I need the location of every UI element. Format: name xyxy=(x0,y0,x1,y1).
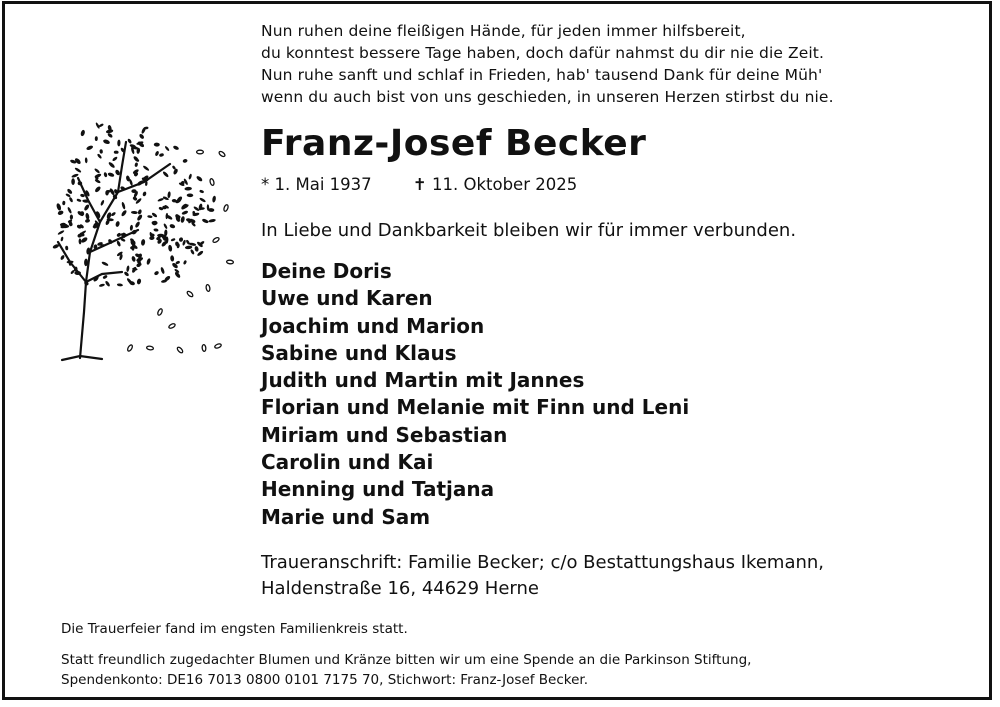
poem-line: wenn du auch bist von uns geschieden, in unseren Herzen stirbst du nie. xyxy=(261,88,834,106)
tree-leaf xyxy=(94,168,101,174)
tree-leaf xyxy=(102,274,108,279)
tree-leaf xyxy=(60,236,63,241)
family-member: Uwe und Karen xyxy=(261,286,433,311)
tree-leaf xyxy=(173,145,180,151)
tree-leaf xyxy=(202,218,210,224)
family-member: Henning und Tatjana xyxy=(261,477,495,502)
donation-request xyxy=(61,650,751,690)
tree-leaf xyxy=(99,149,103,154)
tree-leaf xyxy=(168,245,173,252)
tree-leaf xyxy=(116,240,121,247)
death-date: ✝ 11. Oktober 2025 xyxy=(412,175,578,194)
tree-leaf xyxy=(80,236,88,243)
tree-leaf xyxy=(65,246,68,251)
tree-leaf xyxy=(57,210,64,216)
poem-line: Nun ruhen deine fleißigen Hände, für jeden immer hilfsbereit, xyxy=(261,22,746,40)
tree-leaf xyxy=(107,132,113,138)
tree-leaf xyxy=(85,213,90,220)
tree-leaf xyxy=(68,197,73,203)
tree-leaf xyxy=(57,230,65,236)
tree-leaf xyxy=(181,210,188,215)
falling-leaf xyxy=(209,178,214,186)
tree-leaf xyxy=(114,150,119,153)
tree-leaf xyxy=(212,195,217,202)
family-member: Deine Doris xyxy=(261,259,392,283)
tree-leaf xyxy=(67,260,74,263)
tree-leaf xyxy=(99,283,105,287)
tree-leaf xyxy=(183,260,187,265)
tree-leaf xyxy=(134,221,140,228)
tree-leaf xyxy=(146,258,151,265)
family-member: Marie und Sam xyxy=(261,504,431,529)
tree-leaf xyxy=(157,197,164,202)
falling-leaf xyxy=(168,323,176,329)
windblown-tree-icon xyxy=(40,112,250,372)
tree-leaf xyxy=(60,254,65,260)
tree-leaf xyxy=(163,223,168,229)
family-member: Carolin und Kai xyxy=(261,450,434,475)
tree-leaf xyxy=(170,255,174,262)
tree-leaf xyxy=(67,207,72,214)
tree-leaf xyxy=(164,145,170,151)
tree-leaf xyxy=(78,238,81,244)
tree-leaf xyxy=(208,218,216,222)
tree-leaf xyxy=(126,265,130,272)
tree-leaf xyxy=(149,236,155,240)
donation-line: Spendenkonto: DE16 7013 0800 0101 7175 70, Stichwort: Franz-Josef Becker. xyxy=(61,672,589,688)
falling-leaf xyxy=(176,346,183,353)
falling-leaf xyxy=(206,284,211,291)
tree-leaf xyxy=(169,223,176,228)
tree-leaf xyxy=(100,200,105,207)
tree-leaf xyxy=(154,150,159,156)
falling-leaf xyxy=(127,344,134,352)
tree-leaf xyxy=(105,280,111,287)
tree-leaf xyxy=(159,153,165,158)
tree-leaf xyxy=(154,270,160,276)
family-member: Florian und Melanie mit Finn und Leni xyxy=(261,395,690,420)
tree-leaf xyxy=(137,209,142,215)
poem-line: Nun ruhe sanft und schlaf in Frieden, hab' tausend Dank für deine Müh' xyxy=(261,66,823,84)
tree-leaf xyxy=(103,139,111,145)
tree-leaf xyxy=(182,159,188,164)
tree-leaf xyxy=(110,211,116,216)
tree-leaf xyxy=(130,225,134,231)
tree-leaf xyxy=(154,142,160,146)
tree-leaf xyxy=(190,249,195,255)
tree-leaf xyxy=(121,202,126,210)
tree-leaf xyxy=(196,175,204,182)
family-member: Joachim und Marion xyxy=(261,313,485,338)
address-line: Traueranschrift: Familie Becker; c/o Bestattungshaus Ikemann, xyxy=(261,552,825,573)
tree-leaf xyxy=(147,215,153,218)
tree-leaf xyxy=(139,133,145,140)
tree-leaf xyxy=(70,214,73,219)
tree-leaf xyxy=(126,277,133,284)
tree-leaf xyxy=(117,140,120,147)
tree-leaf xyxy=(66,188,73,195)
tree-leaf xyxy=(178,237,183,243)
family-member: Miriam und Sebastian xyxy=(261,422,508,447)
family-member: Judith und Martin mit Jannes xyxy=(261,368,585,393)
tree-leaf xyxy=(56,203,62,211)
tree-leaf xyxy=(108,161,116,168)
tree-leaf xyxy=(199,197,206,203)
address-line: Haldenstraße 16, 44629 Herne xyxy=(261,578,539,599)
tree-leaf xyxy=(86,145,94,151)
tree-leaf xyxy=(103,172,107,178)
tree-leaf xyxy=(123,271,129,277)
dedication: In Liebe und Dankbarkeit bleiben wir für immer verbunden. xyxy=(261,220,797,241)
tree-leaf xyxy=(136,214,143,222)
tree-leaf xyxy=(131,211,138,215)
mourning-address xyxy=(261,550,824,602)
tree-leaf xyxy=(74,167,82,173)
falling-leaf xyxy=(157,308,163,316)
tree-leaf xyxy=(180,216,185,223)
tree-leaf xyxy=(97,153,103,159)
tree-leaf xyxy=(199,189,204,193)
family-list xyxy=(261,258,689,531)
tree-leaf xyxy=(141,239,146,246)
funeral-notice: Die Trauerfeier fand im engsten Familienkreis statt. xyxy=(61,621,408,637)
tree-leaf xyxy=(160,267,165,275)
tree-leaf xyxy=(76,198,81,202)
tree-leaf xyxy=(83,204,90,212)
tree-leaf xyxy=(171,238,176,242)
tree-leaf xyxy=(134,162,138,167)
tree-leaf xyxy=(94,186,101,194)
tree-leaf xyxy=(115,221,120,228)
tree-leaf xyxy=(117,283,123,287)
tree-leaf xyxy=(107,172,114,178)
falling-leaf xyxy=(226,260,233,264)
tree-leaf xyxy=(106,212,112,220)
life-dates xyxy=(261,175,577,194)
tree-leaf xyxy=(188,173,192,179)
falling-leaf xyxy=(202,344,206,351)
birth-date: * 1. Mai 1937 xyxy=(261,175,372,194)
family-member: Sabine und Klaus xyxy=(261,340,457,365)
tree-leaf xyxy=(194,246,199,252)
tree-leaf xyxy=(95,136,98,141)
falling-leaf xyxy=(186,290,193,297)
tree-leaf xyxy=(187,193,194,197)
tree-leaf xyxy=(85,157,88,163)
falling-leaf xyxy=(214,343,222,349)
tree-leaf xyxy=(142,191,147,197)
tree-leaf xyxy=(62,201,66,206)
tree-leaf xyxy=(131,256,136,263)
poem-line: du konntest bessere Tage haben, doch dafür nahmst du dir nie die Zeit. xyxy=(261,44,825,62)
tree-leaf xyxy=(184,187,192,191)
tree-leaf xyxy=(142,165,149,172)
tree-leaf xyxy=(185,245,193,249)
tree-leaf xyxy=(162,171,169,178)
tree-leaf xyxy=(71,178,75,185)
falling-leaf xyxy=(223,204,229,212)
falling-leaf xyxy=(218,151,226,158)
tree-leaf xyxy=(112,156,118,162)
tree-leaf xyxy=(153,228,158,232)
poem xyxy=(261,20,834,108)
tree-leaf xyxy=(121,209,128,217)
tree-leaf xyxy=(173,168,179,175)
tree-leaf xyxy=(101,261,109,267)
falling-leaf xyxy=(197,150,204,154)
tree-leaf xyxy=(127,138,132,144)
tree-leaf xyxy=(80,129,86,136)
donation-line: Statt freundlich zugedachter Blumen und Kränze bitten wir um eine Spende an die Parkinson Stiftung, xyxy=(61,652,752,668)
falling-leaf xyxy=(146,346,153,351)
falling-leaf xyxy=(212,237,220,244)
deceased-name: Franz-Josef Becker xyxy=(261,123,647,164)
tree-leaf xyxy=(167,191,171,198)
tree-leaf xyxy=(136,278,141,285)
